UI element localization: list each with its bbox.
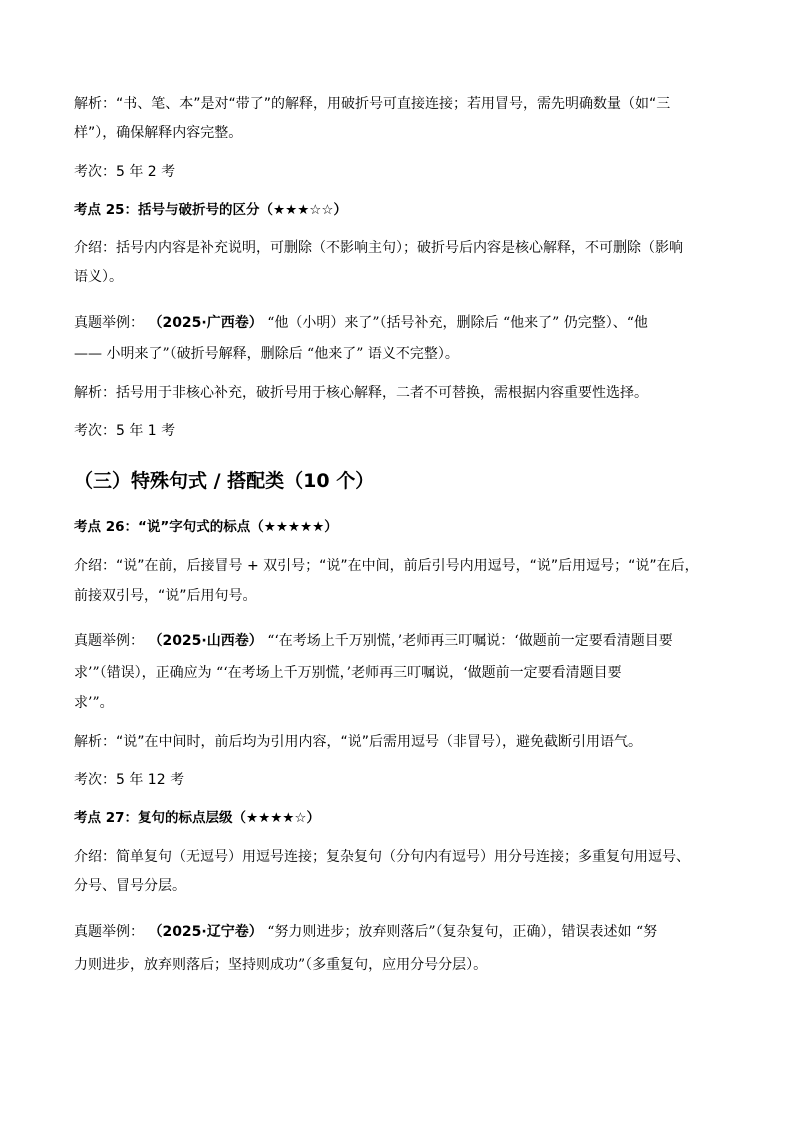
k26-title: 考点 26：“说”字句式的标点（★★★★★） (74, 519, 338, 535)
k27-example-text1: “努力则进步；放弃则落后”（复杂复句，正确），错误表述如 “努 (267, 924, 658, 940)
k26-intro-line1: 介绍：“说”在前，后接冒号 + 双引号；“说”在中间，前后引号内用逗号，“说”后用逗号；“说”在后， (74, 558, 699, 574)
k26-example-line1 (74, 631, 673, 651)
k25-example-text1: “他（小明）来了”（括号补充，删除后 “他来了” 仍完整）、“他 (267, 315, 648, 331)
k25-example-label: 真题举例： (74, 315, 144, 331)
k26-analysis: 解析：“说”在中间时，前后均为引用内容，“说”后需用逗号（非冒号），避免截断引用语气。 (74, 734, 643, 750)
k25-title: 考点 25：括号与破折号的区分（★★★☆☆） (74, 202, 347, 218)
section-title: （三）特殊句式 / 搭配类（10 个） (74, 470, 375, 492)
k26-example-line2: 求’”（错误），正确应为 “‘在考场上千万别慌，’老师再三叮嘱说，‘做题前一定要看清题目要 (74, 665, 622, 681)
k26-example-label: 真题举例： (74, 633, 144, 649)
k25-example-source: （2025·广西卷） (148, 315, 263, 331)
k26-intro-line2: 前接双引号，“说”后用句号。 (74, 588, 257, 604)
k26-example-source: （2025·山西卷） (148, 633, 263, 649)
k27-example-line1 (74, 922, 657, 942)
k27-title: 考点 27：复句的标点层级（★★★★☆） (74, 810, 320, 826)
k24-frequency: 考次：5 年 2 考 (74, 164, 176, 180)
k27-intro-line2: 分号、冒号分层。 (74, 878, 186, 894)
k27-example-source: （2025·辽宁卷） (148, 924, 263, 940)
k25-intro-line2: 语义）。 (74, 269, 123, 285)
k25-frequency: 考次：5 年 1 考 (74, 423, 176, 439)
k24-analysis-line1: 解析：“书、笔、本”是对“带了”的解释，用破折号可直接连接；若用冒号，需先明确数量（如“三 (74, 96, 671, 112)
k25-analysis: 解析：括号用于非核心补充，破折号用于核心解释，二者不可替换，需根据内容重要性选择。 (74, 385, 648, 401)
k24-analysis-line2: 样”），确保解释内容完整。 (74, 125, 243, 141)
k26-frequency: 考次：5 年 12 考 (74, 772, 185, 788)
k26-example-line3: 求’”。 (74, 695, 114, 711)
k27-example-label: 真题举例： (74, 924, 144, 940)
k27-intro-line1: 介绍：简单复句（无逗号）用逗号连接；复杂复句（分句内有逗号）用分号连接；多重复句用逗号、 (74, 849, 690, 865)
k26-example-text1: “‘在考场上千万别慌，’老师再三叮嘱说：‘做题前一定要看清题目要 (267, 633, 673, 649)
k27-example-line2: 力则进步，放弃则落后；坚持则成功”（多重复句，应用分号分层）。 (74, 957, 488, 973)
k25-intro-line1: 介绍：括号内内容是补充说明，可删除（不影响主句）；破折号后内容是核心解释，不可删除（影响 (74, 240, 683, 256)
k25-example-line1 (74, 313, 648, 333)
k25-example-line2: —— 小明来了”（破折号解释，删除后 “他来了” 语义不完整）。 (74, 346, 459, 362)
